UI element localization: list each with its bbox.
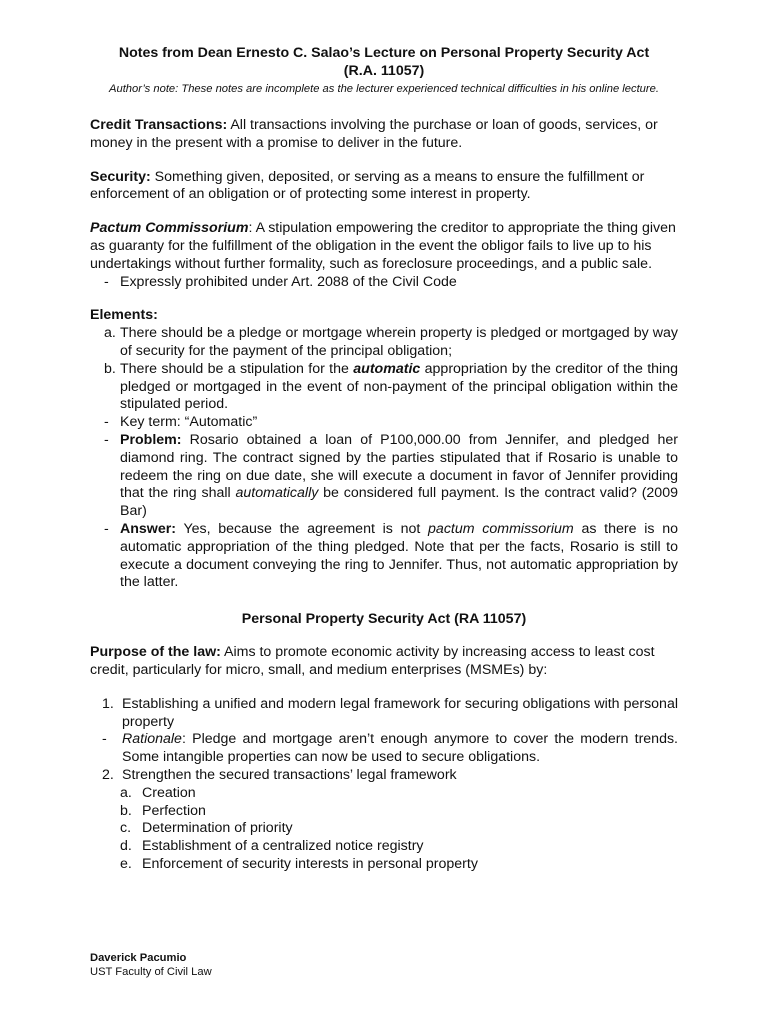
title-line-2: (R.A. 11057): [343, 63, 425, 79]
list-marker: d.: [120, 838, 132, 855]
list-marker: e.: [120, 855, 132, 872]
list-marker: c.: [120, 820, 132, 837]
list-marker: b.: [120, 802, 132, 819]
problem-text: Problem: Rosario obtained a loan of P100,000.00 from Jennifer, and pledged her diamond ring. The contract signed by the parties stipulated that if Rosario is unable to redeem the ring on due date, she will execute a document in favor of Jennifer providing that the ring shall automatically be considered full payment. Is the contract valid? (2009 Bar): [120, 431, 678, 520]
footer-school: UST Faculty of Civil Law: [90, 966, 212, 978]
sub-item-text: Creation: [142, 784, 196, 801]
bullet-marker: -: [104, 414, 109, 431]
purpose-paragraph: [90, 644, 678, 680]
purpose-label: Purpose of the law:: [90, 644, 221, 661]
security-term: Security:: [90, 168, 151, 185]
author-note: Author’s note: These notes are incomplete as the lecturer experienced technical difficulties in his online lecture.: [109, 83, 659, 95]
pactum-term: Pactum Commissorium: [90, 220, 249, 237]
purpose-text: Aims to promote economic activity by increasing access to least cost credit, particularly for micro, small, and medium enterprises (MSMEs) by:: [90, 644, 655, 678]
problem-bullet: [90, 432, 678, 521]
list-marker: 1.: [102, 695, 114, 712]
document-page: [90, 44, 678, 874]
answer-bullet: [90, 521, 678, 592]
credit-term: Credit Transactions:: [90, 117, 228, 133]
pactum-paragraph: [90, 220, 678, 273]
purpose-item-1: [90, 696, 678, 732]
key-term-bullet: [90, 414, 678, 432]
credit-definition: All transactions involving the purchase or loan of goods, services, or money in the present with a promise to deliver in the future.: [90, 117, 658, 151]
list-marker: 2.: [102, 766, 114, 783]
bullet-marker: -: [102, 731, 107, 748]
footer-author: Daverick Pacumio: [90, 952, 187, 964]
sub-item: [90, 856, 678, 874]
sub-item: [90, 820, 678, 838]
bullet-marker: -: [104, 431, 109, 448]
rationale-bullet: [90, 731, 678, 767]
document-title: [90, 44, 678, 80]
sub-item: [90, 803, 678, 821]
elements-heading: Elements:: [90, 307, 158, 324]
purpose-item-2-text: Strengthen the secured transactions’ legal framework: [122, 766, 457, 783]
sub-item: [90, 838, 678, 856]
security-definition: Something given, deposited, or serving as a means to ensure the fulfillment or enforcement of an obligation or of protecting some interest in property.: [90, 168, 645, 203]
pactum-bullet-text: Expressly prohibited under Art. 2088 of the Civil Code: [120, 273, 457, 290]
sub-item-text: Establishment of a centralized notice registry: [142, 838, 424, 855]
pactum-bullet: [90, 274, 678, 292]
pactum-definition: : A stipulation empowering the creditor to appropriate the thing given as guaranty for the fulfillment of the obligation in the event the obligor fails to live up to his undertakings without further formality, such as foreclosure proceedings, and a public sale.: [90, 220, 676, 272]
list-marker: a.: [104, 325, 116, 342]
answer-text: Answer: Yes, because the agreement is not pactum commissorium as there is no automatic appropriation of the thing pledged. Note that per the facts, Rosario is still to execute a document conveying the ring to Jennifer. Thus, not automatic appropriation by the latter.: [120, 520, 678, 591]
list-marker: a.: [120, 784, 132, 801]
bullet-marker: -: [104, 273, 109, 290]
bullet-marker: -: [104, 520, 109, 537]
title-line-1: Notes from Dean Ernesto C. Salao’s Lecture on Personal Property Security Act: [118, 45, 650, 61]
list-marker: b.: [104, 360, 116, 377]
sub-item-text: Determination of priority: [142, 820, 293, 837]
ppsa-heading: Personal Property Security Act (RA 11057): [241, 611, 527, 628]
element-b-text: There should be a stipulation for the automatic appropriation by the creditor of the thing pledged or mortgaged in the event of non-payment of the principal obligation within the stipulated period.: [120, 360, 678, 413]
sub-item-text: Enforcement of security interests in personal property: [142, 855, 478, 872]
element-b: [90, 361, 678, 414]
page-footer: [90, 951, 212, 979]
sub-item-text: Perfection: [142, 802, 206, 819]
element-a-text: There should be a pledge or mortgage wherein property is pledged or mortgaged by way of security for the payment of the principal obligation;: [120, 325, 678, 359]
purpose-item-2: [90, 767, 678, 785]
element-a: [90, 325, 678, 361]
key-term-text: Key term: “Automatic”: [120, 414, 258, 431]
credit-transactions-paragraph: [90, 117, 678, 153]
purpose-item-1-text: Establishing a unified and modern legal framework for securing obligations with personal property: [122, 695, 678, 730]
security-paragraph: [90, 169, 678, 205]
sub-item: [90, 785, 678, 803]
rationale-text: Rationale: Pledge and mortgage aren’t enough anymore to cover the modern trends. Some intangible properties can now be used to secure obligations.: [122, 731, 678, 766]
